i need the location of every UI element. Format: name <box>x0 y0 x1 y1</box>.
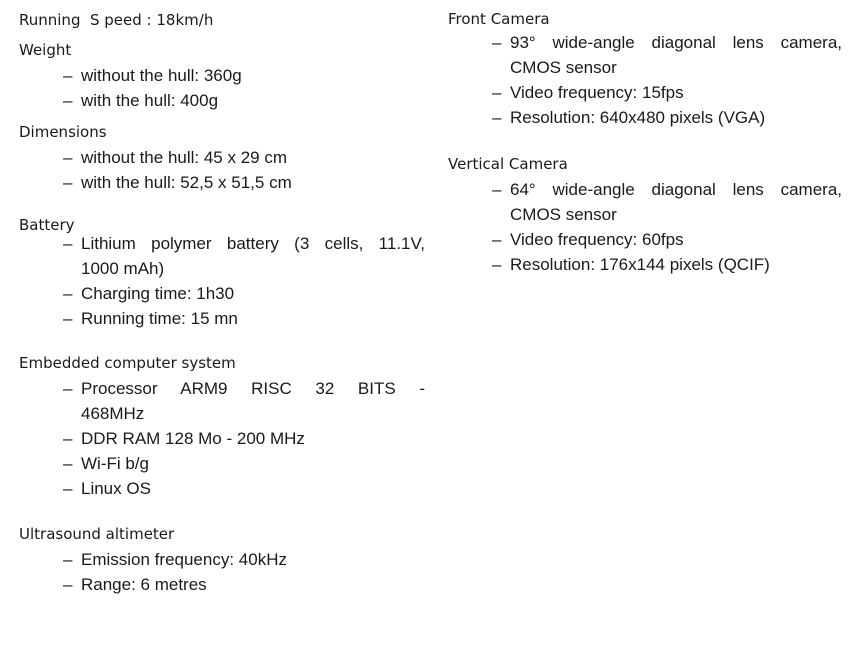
dash-bullet-icon: – <box>63 148 73 167</box>
spec-item <box>63 572 425 597</box>
front-camera-items <box>448 30 842 130</box>
spec-item <box>492 80 842 105</box>
dash-bullet-icon: – <box>63 234 73 253</box>
spec-item <box>63 145 425 170</box>
spec-item <box>492 177 842 227</box>
dash-bullet-icon: – <box>63 575 73 594</box>
spec-item-text: CMOS sensor <box>510 205 617 224</box>
spec-item-text: Lithium polymer battery (3 cells, 11.1V, <box>81 234 425 253</box>
spec-item-text: Emission frequency: 40kHz <box>81 550 287 569</box>
spec-item-text: without the hull: 360g <box>81 66 242 85</box>
weight-items <box>19 63 425 113</box>
spec-item <box>63 306 425 331</box>
dash-bullet-icon: – <box>63 66 73 85</box>
left-column <box>19 0 425 597</box>
spec-item-text: Charging time: 1h30 <box>81 284 235 303</box>
section-heading-running-speed: Running S peed : 18km/h <box>19 11 214 29</box>
spec-item-text: 93° wide-angle diagonal lens camera, <box>510 33 842 52</box>
dash-bullet-icon: – <box>63 309 73 328</box>
spec-item <box>63 476 425 501</box>
section-heading-dimensions: Dimensions <box>19 123 107 141</box>
dash-bullet-icon: – <box>63 550 73 569</box>
ultrasound-items <box>19 547 425 597</box>
right-column <box>448 0 842 277</box>
spec-item-text: Wi-Fi b/g <box>81 454 149 473</box>
dash-bullet-icon: – <box>63 379 73 398</box>
dash-bullet-icon: – <box>492 108 502 127</box>
dash-bullet-icon: – <box>492 33 502 52</box>
spec-item-text: DDR RAM 128 Mo - 200 MHz <box>81 429 305 448</box>
spec-item <box>63 451 425 476</box>
dash-bullet-icon: – <box>492 180 502 199</box>
section-battery <box>19 213 425 331</box>
spec-item-text: 468MHz <box>81 404 145 423</box>
dash-bullet-icon: – <box>63 173 73 192</box>
spec-item-text: CMOS sensor <box>510 58 617 77</box>
section-ultrasound-altimeter <box>19 522 425 597</box>
dimensions-items <box>19 145 425 195</box>
spec-item <box>492 252 842 277</box>
dash-bullet-icon: – <box>492 83 502 102</box>
spec-item <box>492 105 842 130</box>
section-heading-weight: Weight <box>19 41 72 59</box>
dash-bullet-icon: – <box>63 479 73 498</box>
dash-bullet-icon: – <box>63 91 73 110</box>
spec-item-text: Video frequency: 60fps <box>510 230 684 249</box>
spec-item-text: Video frequency: 15fps <box>510 83 684 102</box>
section-running-speed <box>19 8 425 33</box>
dash-bullet-icon: – <box>492 230 502 249</box>
dash-bullet-icon: – <box>63 284 73 303</box>
vertical-camera-items <box>448 177 842 277</box>
section-heading-ultrasound-altimeter: Ultrasound altimeter <box>19 525 175 543</box>
spec-item <box>492 30 842 80</box>
spec-item <box>63 426 425 451</box>
spec-item-text: Range: 6 metres <box>81 575 207 594</box>
embedded-computer-items <box>19 376 425 501</box>
spec-item-text: Processor ARM9 RISC 32 BITS - <box>81 379 425 398</box>
spec-item-text: with the hull: 52,5 x 51,5 cm <box>81 173 292 192</box>
spec-item-text: Linux OS <box>81 479 151 498</box>
battery-items <box>19 231 425 331</box>
section-vertical-camera <box>448 152 842 277</box>
section-front-camera <box>448 7 842 130</box>
section-heading-battery: Battery <box>19 216 75 234</box>
spec-item-text: Resolution: 640x480 pixels (VGA) <box>510 108 766 127</box>
section-dimensions <box>19 120 425 195</box>
spec-item <box>63 376 425 426</box>
section-heading-front-camera: Front Camera <box>448 10 550 28</box>
spec-item <box>63 547 425 572</box>
section-heading-embedded-computer: Embedded computer system <box>19 354 236 372</box>
spec-item <box>63 281 425 306</box>
spec-item-text: Running time: 15 mn <box>81 309 238 328</box>
spec-item <box>63 170 425 195</box>
section-embedded-computer <box>19 351 425 501</box>
spec-item-text: 64° wide-angle diagonal lens camera, <box>510 180 842 199</box>
section-weight <box>19 38 425 113</box>
dash-bullet-icon: – <box>492 255 502 274</box>
spec-item-text: without the hull: 45 x 29 cm <box>81 148 288 167</box>
spec-item <box>63 231 425 281</box>
spec-item-text: with the hull: 400g <box>81 91 219 110</box>
spec-item <box>63 88 425 113</box>
dash-bullet-icon: – <box>63 429 73 448</box>
spec-item-text: 1000 mAh) <box>81 259 165 278</box>
spec-item <box>492 227 842 252</box>
dash-bullet-icon: – <box>63 454 73 473</box>
spec-item <box>63 63 425 88</box>
spec-item-text: Resolution: 176x144 pixels (QCIF) <box>510 255 770 274</box>
section-heading-vertical-camera: Vertical Camera <box>448 155 568 173</box>
